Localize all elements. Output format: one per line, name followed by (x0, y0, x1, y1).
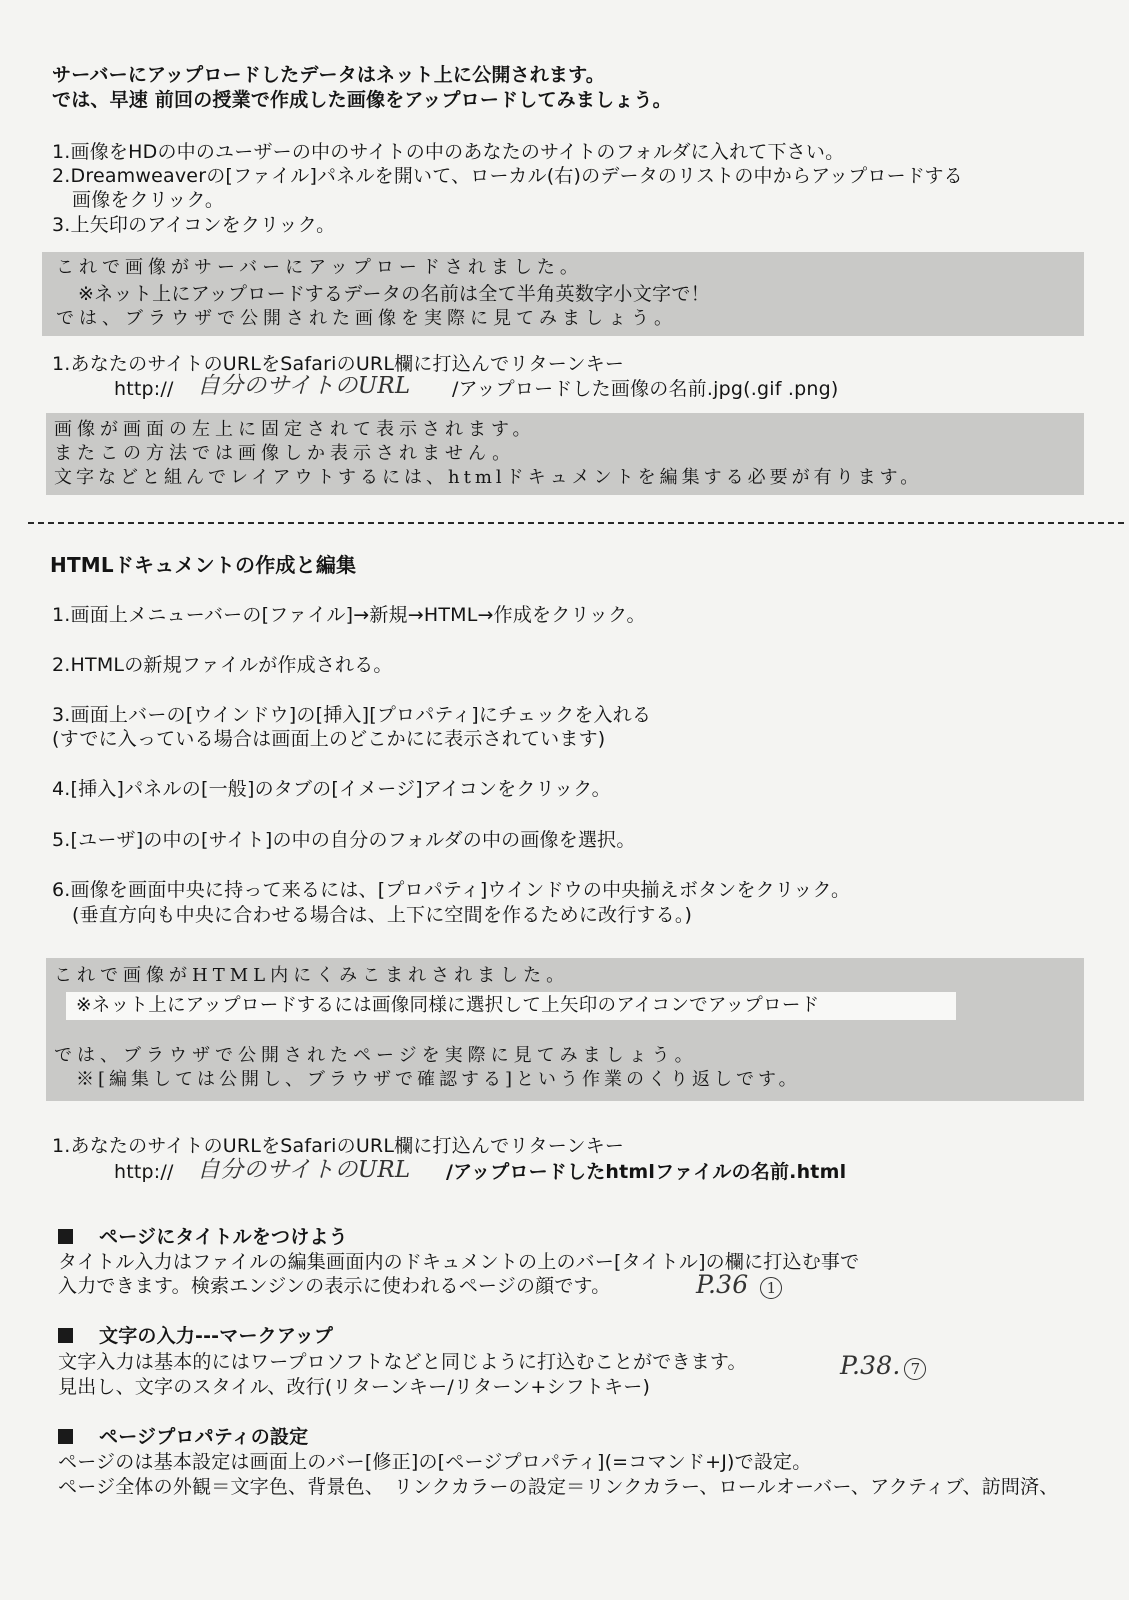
note-box-html-embedded (46, 958, 1084, 1101)
section-2-line-1: 文字入力は基本的にはワープロソフトなどと同じように打込むことができます。 (58, 1351, 747, 1373)
section-2-line-2: 見出し、文字のスタイル、改行(リターンキー/リターン+シフトキー) (58, 1376, 651, 1398)
section-title-text: 文字の入力---マークアップ (99, 1325, 334, 1347)
section-title-page-title (58, 1225, 348, 1249)
upload-step-2: 2.Dreamweaverの[ファイル]パネルを開いて、ローカル(右)のデータのリストの中からアップロードする (52, 165, 963, 187)
section-title-markup (58, 1324, 333, 1348)
html-step-3-note: (すでに入っている場合は画面上のどこかにに表示されています) (52, 728, 606, 750)
handwritten-site-url-2: 自分のサイトのURL (197, 1157, 411, 1183)
html-step-2: 2.HTMLの新規ファイルが作成される。 (52, 654, 393, 676)
url-prefix-2: http:// (114, 1161, 174, 1183)
note-box-3-line-1: これで画像がHTML内にくみこまれされました。 (54, 965, 570, 986)
highlight-band (66, 992, 956, 1020)
section-3-line-2: ページ全体の外観＝文字色、背景色、 リンクカラーの設定＝リンクカラー、ロールオーバー、アクティブ、訪問済、 (58, 1476, 1059, 1498)
url-suffix-1: /アップロードした画像の名前.jpg(.gif .png) (452, 378, 839, 400)
section-title-text: ページにタイトルをつけよう (99, 1226, 348, 1248)
html-step-3: 3.画面上バーの[ウインドウ]の[挿入][プロパティ]にチェックを入れる (52, 704, 652, 726)
url-prefix-1: http:// (114, 378, 174, 400)
circled-number: 1 (760, 1277, 782, 1299)
section-divider (28, 522, 1124, 524)
bullet-square-icon (58, 1328, 73, 1343)
bullet-square-icon (58, 1429, 73, 1444)
note-box-1-line-2: ※ネット上にアップロードするデータの名前は全て半角英数字小文字で！ (78, 283, 710, 305)
note-box-2-line-1: 画像が画面の左上に固定されて表示されます。 (54, 419, 536, 440)
circled-number: 7 (904, 1358, 926, 1380)
handwritten-site-url-1: 自分のサイトのURL (197, 373, 411, 399)
note-box-3-line-2: ※ネット上にアップロードするには画像同様に選択して上矢印のアイコンでアップロード (76, 995, 820, 1016)
section-3-line-1: ページのは基本設定は画面上のバー[修正]の[ページプロパティ](=コマンド+J)で設定。 (58, 1451, 812, 1473)
html-step-4: 4.[挿入]パネルの[一般]のタブの[イメージ]アイコンをクリック。 (52, 778, 611, 800)
section-title-text: ページプロパティの設定 (99, 1426, 309, 1448)
upload-step-1: 1.画像をHDの中のユーザーの中のサイトの中のあなたのサイトのフォルダに入れて下さい。 (52, 141, 845, 163)
html-section-heading: HTMLドキュメントの作成と編集 (50, 553, 357, 577)
intro-line-2: では、早速 前回の授業で作成した画像をアップロードしてみましょう。 (52, 89, 672, 111)
upload-step-2-cont: 画像をクリック。 (72, 189, 225, 211)
note-box-1-line-1: これで画像がサーバーにアップロードされました。 (56, 257, 583, 278)
url-step-html: 1.あなたのサイトのURLをSafariのURL欄に打込んでリターンキー (52, 1135, 625, 1157)
html-step-6-note: (垂直方向も中央に合わせる場合は、上下に空間を作るために改行する。) (72, 904, 693, 926)
note-box-3-line-3: では、ブラウザで公開されたページを実際に見てみましょう。 (54, 1045, 698, 1066)
note-box-1-line-3: では、ブラウザで公開された画像を実際に見てみましょう。 (56, 308, 677, 329)
bullet-square-icon (58, 1229, 73, 1244)
section-1-line-1: タイトル入力はファイルの編集画面内のドキュメントの上のバー[タイトル]の欄に打込む事で (58, 1251, 860, 1273)
handwritten-page-ref-2 (840, 1351, 926, 1380)
intro-line-1: サーバーにアップロードしたデータはネット上に公開されます。 (52, 64, 606, 86)
note-box-2-line-2: またこの方法では画像しか表示されません。 (54, 443, 516, 464)
url-suffix-2: /アップロードしたhtmlファイルの名前.html (446, 1161, 847, 1183)
section-title-page-properties (58, 1425, 308, 1449)
html-step-5: 5.[ユーザ]の中の[サイト]の中の自分のフォルダの中の画像を選択。 (52, 829, 636, 851)
note-box-2-line-3: 文字などと組んでレイアウトするには、htmlドキュメントを編集する必要が有ります。 (54, 467, 923, 488)
url-step-image: 1.あなたのサイトのURLをSafariのURL欄に打込んでリターンキー (52, 353, 625, 375)
handwritten-page-ref-1 (696, 1270, 782, 1299)
html-step-6: 6.画像を画面中央に持って来るには、[プロパティ]ウインドウの中央揃えボタンをクリック。 (52, 879, 851, 901)
section-1-line-2: 入力できます。検索エンジンの表示に使われるページの顔です。 (58, 1275, 611, 1297)
note-box-uploaded (42, 252, 1084, 336)
note-box-display (46, 413, 1084, 495)
upload-step-3: 3.上矢印のアイコンをクリック。 (52, 214, 336, 236)
html-step-1: 1.画面上メニューバーの[ファイル]→新規→HTML→作成をクリック。 (52, 604, 646, 626)
page-ref-text: P.38. (840, 1351, 901, 1380)
note-box-3-line-4: ※[編集しては公開し、ブラウザで確認する]という作業のくり返しです。 (76, 1069, 801, 1090)
page-ref-text: P.36 (696, 1270, 749, 1299)
